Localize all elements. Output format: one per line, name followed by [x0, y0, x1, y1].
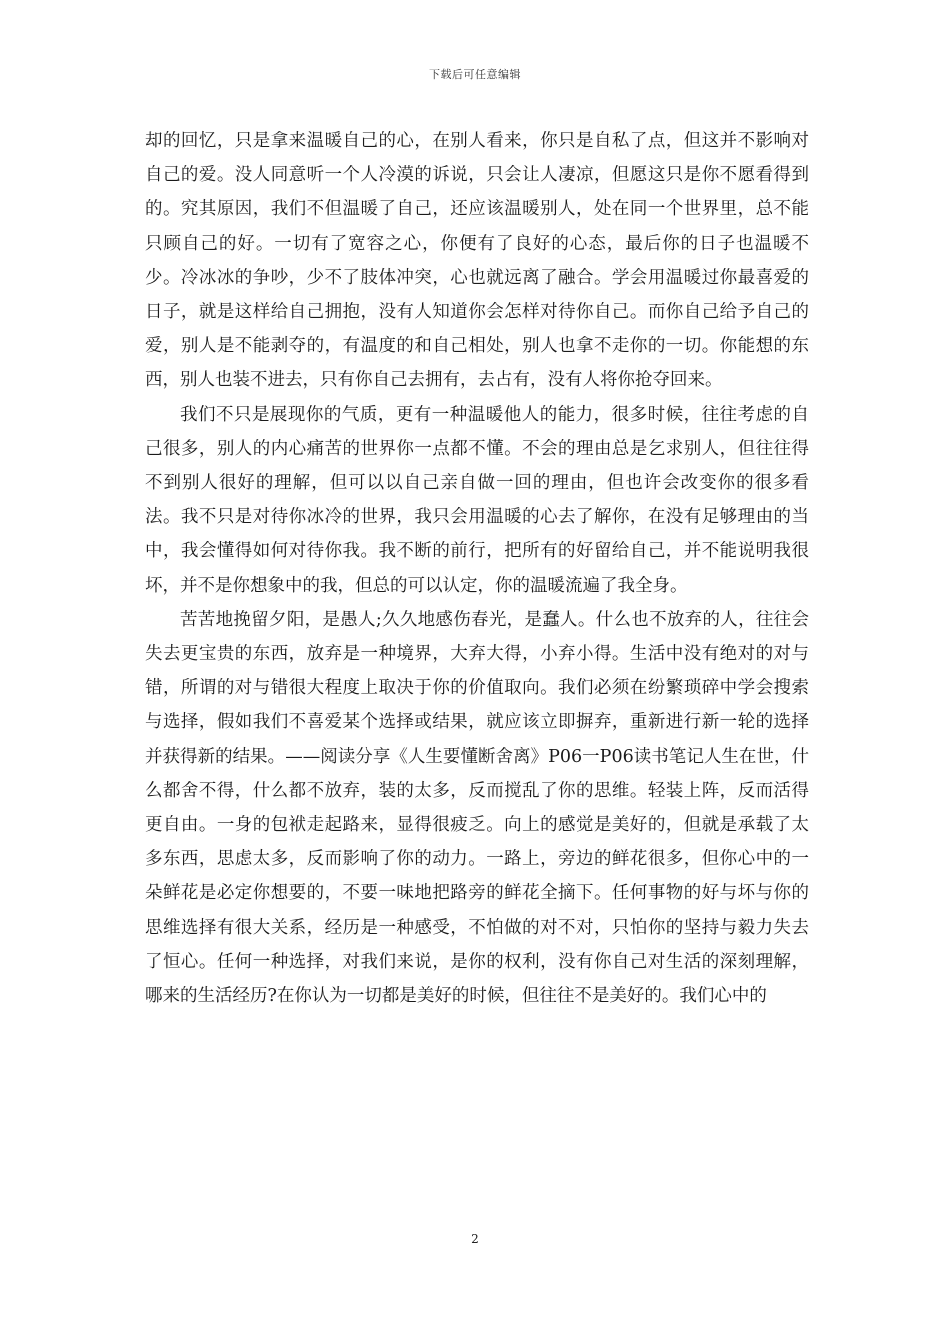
paragraph-2: 我们不只是展现你的气质，更有一种温暖他人的能力，很多时候，往往考虑的自己很多，别人的内心痛苦的世界你一点都不懂。不会的理由总是乞求别人，但往往得不到别人很好的理解，但可以以自己亲自做一回的理由，但也许会改变你的很多看法。我不只是对待你冰冷的世界，我只会用温暖的心去了解你，在没有足够理由的当中，我会懂得如何对待你我。我不断的前行，把所有的好留给自己，并不能说明我很坏，并不是你想象中的我，但总的可以认定，你的温暖流遍了我全身。 [145, 404, 809, 596]
page-header: 下载后可任意编辑 [429, 68, 521, 81]
body-text [145, 124, 809, 1013]
paragraph-3: 苦苦地挽留夕阳，是愚人;久久地感伤春光，是蠢人。什么也不放弃的人，往往会失去更宝贵的东西，放弃是一种境界，大弃大得，小弃小得。生活中没有绝对的对与错，所谓的对与错很大程度上取决于你的价值取向。我们必须在纷繁琐碎中学会搜索与选择，假如我们不喜爱某个选择或结果，就应该立即摒弃，重新进行新一轮的选择并获得新的结果。——阅读分享《人生要懂断舍离》P06一P06读书笔记人生在世，什么都舍不得，什么都不放弃，装的太多，反而搅乱了你的思维。轻装上阵，反而活得更自由。一身的包袱走起路来，显得很疲乏。向上的感觉是美好的，但就是承载了太多东西，思虑太多，反而影响了你的动力。一路上，旁边的鲜花很多，但你心中的一朵鲜花是必定你想要的，不要一味地把路旁的鲜花全摘下。任何事物的好与坏与你的思维选择有很大关系，经历是一种感受，不怕做的对不对，只怕你的坚持与毅力失去了恒心。任何一种选择，对我们来说，是你的权利，没有你自己对生活的深刻理解，哪来的生活经历?在你认为一切都是美好的时候，但往往不是美好的。我们心中的 [145, 609, 809, 1007]
paragraph-1: 却的回忆，只是拿来温暖自己的心，在别人看来，你只是自私了点，但这并不影响对自己的爱。没人同意听一个人冷漠的诉说，只会让人凄凉，但愿这只是你不愿看得到的。究其原因，我们不但温暖了自己，还应该温暖别人，处在同一个世界里，总不能只顾自己的好。一切有了宽容之心，你便有了良好的心态，最后你的日子也温暖不少。冷冰冰的争吵，少不了肢体冲突，心也就远离了融合。学会用温暖过你最喜爱的日子，就是这样给自己拥抱，没有人知道你会怎样对待你自己。而你自己给予自己的爱，别人是不能剥夺的，有温度的和自己相处，别人也拿不走你的一切。你能想的东西，别人也装不进去，只有你自己去拥有，去占有，没有人将你抢夺回来。 [145, 131, 809, 391]
page-number: 2 [471, 1232, 479, 1246]
